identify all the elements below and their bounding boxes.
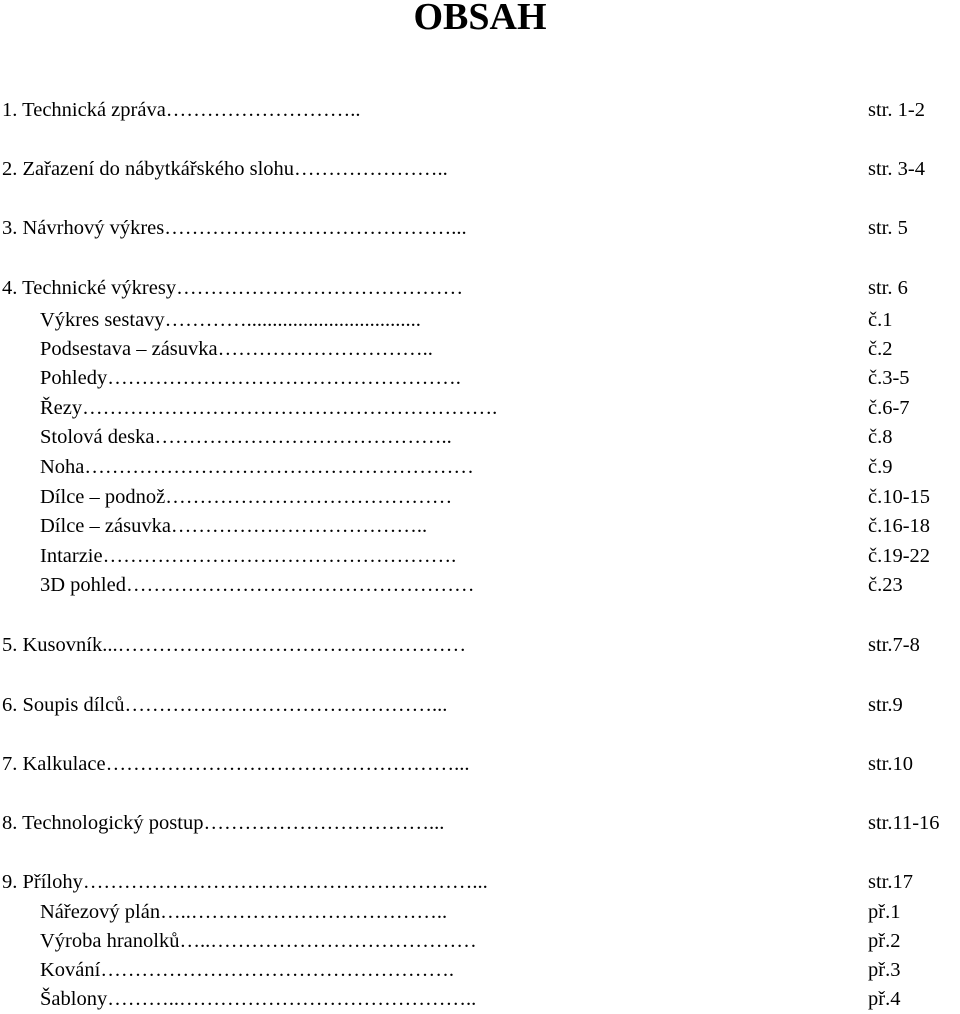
toc-entry-label: Kování……………………………………………. [40, 959, 454, 981]
toc-entry-page: č.3-5 [868, 367, 910, 389]
toc-entry-page: č.19-22 [868, 545, 931, 567]
toc-entry-page: č.8 [868, 426, 893, 448]
toc-entry [0, 213, 960, 243]
toc-entry-page: př.1 [868, 901, 901, 923]
toc-entry-page: str. 1-2 [868, 99, 925, 121]
toc-entry [0, 867, 960, 897]
toc-entry-label: Šablony………..…………………………………….. [40, 988, 477, 1010]
toc-entry [0, 630, 960, 660]
toc-entry-label: Intarzie……………………………………………. [40, 545, 457, 567]
toc-entry-page: př.2 [868, 930, 901, 952]
toc-entry-page: str.9 [868, 694, 903, 716]
toc-entry [0, 154, 960, 184]
toc-entry-label: 4. Technické výkresy…………………………………… [2, 277, 464, 299]
toc-entry-page: č.6-7 [868, 397, 910, 419]
toc-entry-label: Výkres sestavy………….................................. [40, 309, 421, 331]
page-title: OBSAH [413, 0, 547, 38]
toc-subentry [0, 984, 960, 1014]
toc-entry-label: 9. Přílohy…………………………………………………... [2, 871, 488, 893]
toc-entry-label: Pohledy……………………………………………. [40, 367, 461, 389]
toc-entry [0, 95, 960, 125]
toc-entry-label: 8. Technologický postup……………………………... [2, 812, 445, 834]
toc-entry-page: č.23 [868, 574, 903, 596]
toc-entry-page: str. 6 [868, 277, 908, 299]
toc-subentry [0, 897, 960, 927]
toc-subentry [0, 363, 960, 393]
toc-entry-label: 3D pohled…………………………………………… [40, 574, 475, 596]
toc-subentry [0, 511, 960, 541]
toc-entry-label: Dílce – zásuvka……………………………….. [40, 515, 428, 537]
toc-entry-label: 1. Technická zpráva……………………….. [2, 99, 361, 121]
toc-subentry [0, 541, 960, 571]
toc-subentry [0, 334, 960, 364]
toc-subentry [0, 422, 960, 452]
toc-subentry [0, 570, 960, 600]
toc-entry-page: př.3 [868, 959, 901, 981]
toc-entry-page: str. 5 [868, 217, 908, 239]
toc-entry-page: č.9 [868, 456, 893, 478]
toc-entry-page: př.4 [868, 988, 901, 1010]
toc-entry [0, 808, 960, 838]
toc-subentry [0, 955, 960, 985]
toc-entry-label: 5. Kusovník...…………………………………………… [2, 634, 467, 656]
toc-entry-label: Výroba hranolků…..………………………………… [40, 930, 477, 952]
toc-entry-page: str.7-8 [868, 634, 920, 656]
toc-entry-label: 2. Zařazení do nábytkářského slohu………………….. [2, 158, 448, 180]
toc-entry-page: č.10-15 [868, 486, 931, 508]
toc-entry-label: Řezy……………………………………………………. [40, 397, 498, 419]
toc-entry [0, 273, 960, 303]
toc-entry-label: Stolová deska…………………………………….. [40, 426, 452, 448]
toc-entry [0, 690, 960, 720]
toc-entry-page: č.2 [868, 338, 893, 360]
toc-entry-label: Podsestava – zásuvka………………………….. [40, 338, 433, 360]
toc-entry-page: str. 3-4 [868, 158, 925, 180]
toc-entry [0, 749, 960, 779]
toc-entry-page: č.16-18 [868, 515, 931, 537]
toc-subentry [0, 305, 960, 335]
toc-entry-label: 7. Kalkulace……………………………………………... [2, 753, 470, 775]
toc-entry-page: str.10 [868, 753, 913, 775]
toc-entry-label: 3. Návrhový výkres……………………………………... [2, 217, 467, 239]
toc-entry-label: 6. Soupis dílců………………………………………... [2, 694, 448, 716]
toc-entry-page: č.1 [868, 309, 893, 331]
toc-subentry [0, 482, 960, 512]
toc-entry-page: str.17 [868, 871, 913, 893]
toc-entry-label: Noha………………………………………………… [40, 456, 474, 478]
toc-entry-label: Dílce – podnož…………………………………… [40, 486, 453, 508]
toc-subentry [0, 926, 960, 956]
toc-subentry [0, 393, 960, 423]
toc-entry-label: Nářezový plán…..……………………………….. [40, 901, 448, 923]
toc-entry-page: str.11-16 [868, 812, 940, 834]
toc-subentry [0, 452, 960, 482]
